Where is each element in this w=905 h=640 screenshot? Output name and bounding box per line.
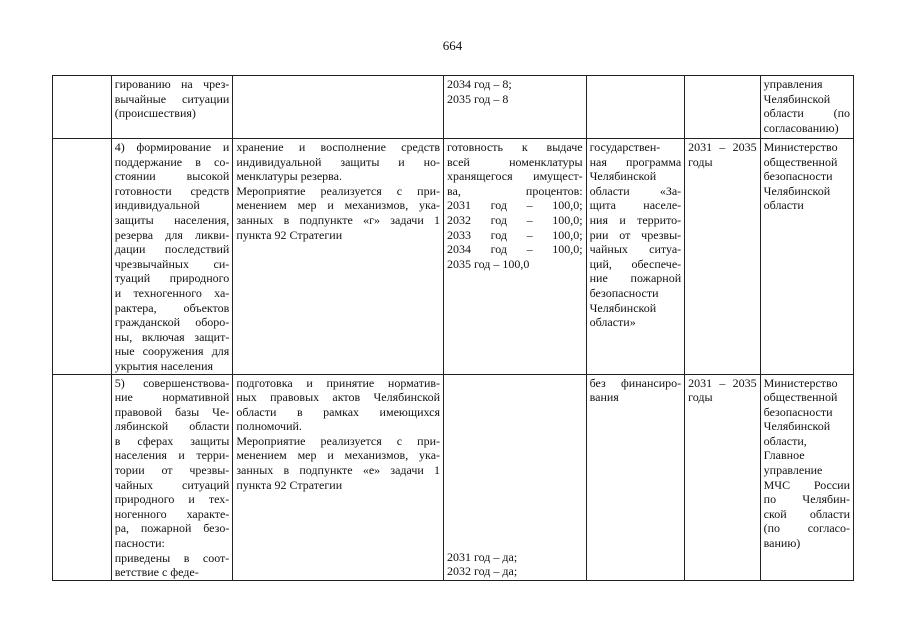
- text-line: гражданской оборо-: [114, 315, 230, 330]
- text-line: рактера, объектов: [114, 300, 230, 315]
- text-line: менклатуры резерва.: [236, 169, 343, 184]
- text-line: защиты населения,: [114, 212, 230, 227]
- text-line: вычайные ситуации: [114, 91, 230, 106]
- text-line: ций, обеспече-: [589, 256, 682, 271]
- text-line: Министерство: [763, 140, 838, 154]
- term-cell: [685, 76, 760, 139]
- text-line: без финансиро-: [589, 375, 682, 390]
- text-line: менением мер и механизмов, ука-: [236, 198, 441, 213]
- text-line: всей номенклатуры: [447, 154, 583, 169]
- text-line: управления: [763, 77, 823, 91]
- text-line: пункта 92 Стратегии: [236, 227, 343, 242]
- text-line: Челябинской: [763, 419, 831, 434]
- text-line: и техногенного ха-: [114, 285, 230, 300]
- text-line: 2031 – 2035: [688, 375, 757, 390]
- text-line: резерва для ликви-: [114, 227, 230, 242]
- text-line: приведены в соот-: [114, 550, 230, 565]
- text-line: области (по: [763, 106, 850, 121]
- text-line: вания: [589, 390, 619, 405]
- measure-paragraph: [236, 434, 440, 492]
- text-line: государствен-: [589, 140, 661, 154]
- responsible-cell: [760, 374, 853, 580]
- measure-cell: [233, 374, 444, 580]
- responsible-cell: [760, 76, 853, 139]
- text-line: лябинской области: [114, 419, 230, 434]
- term-cell: [685, 374, 760, 580]
- text-line: Министерство: [763, 375, 838, 390]
- text-line: годы: [688, 154, 713, 169]
- text-line: ны, включая защит-: [114, 329, 230, 344]
- text-line: индивидуальной: [114, 198, 200, 213]
- text-line: полномочий.: [236, 419, 302, 434]
- text-line: 2035 год – 8: [447, 91, 509, 106]
- row-number-cell: [53, 139, 112, 375]
- text-line: подготовка и принятие норматив-: [236, 375, 441, 390]
- text-line: ногенного характе-: [114, 506, 230, 521]
- text-line: общественной: [763, 154, 838, 169]
- text-line: чайных ситуа-: [589, 242, 682, 257]
- task-cell: [111, 76, 233, 139]
- text-line: гированию на чрез-: [114, 77, 230, 91]
- measure-cell: [233, 139, 444, 375]
- text-line: Челябинской: [763, 91, 831, 106]
- text-line: области «За-: [589, 183, 682, 198]
- text-line: поддержание в со-: [114, 154, 230, 169]
- text-line: ные сооружения для: [114, 344, 230, 359]
- text-line: щита населе-: [589, 198, 682, 213]
- text-line: (происшествия): [114, 106, 196, 121]
- plan-table: [52, 75, 854, 581]
- text-line: 2032 год – 100,0;: [447, 212, 583, 227]
- text-line: туаций природного: [114, 271, 230, 286]
- text-line: занных в подпункте «г» задачи 1: [236, 212, 441, 227]
- text-line: области»: [589, 315, 636, 330]
- measure-paragraph: [236, 376, 440, 434]
- funding-source-cell: [586, 76, 685, 139]
- text-line: годы: [688, 390, 713, 405]
- text-line: пасности:: [114, 536, 165, 551]
- text-line: области: [763, 198, 804, 213]
- text-line: Главное: [763, 448, 805, 463]
- table-row: [53, 374, 854, 580]
- text-line: ния и террито-: [589, 212, 682, 227]
- text-line: ской области: [763, 506, 850, 521]
- text-line: области в рамках имеющихся: [236, 404, 441, 419]
- text-line: пункта 92 Стратегии: [236, 477, 343, 492]
- text-line: ра, пожарной безо-: [114, 521, 230, 536]
- text-line: по Челябин-: [763, 492, 850, 507]
- text-line: готовности средств: [114, 183, 230, 198]
- text-line: 2031 год – 100,0;: [447, 198, 583, 213]
- text-line: 2034 год – 8;: [447, 77, 512, 91]
- text-line: 2032 год – да;: [447, 564, 518, 579]
- task-cell: [111, 139, 233, 375]
- task-cell: [111, 374, 233, 580]
- text-line: ние пожарной: [589, 271, 682, 286]
- text-line: хранящегося имущест-: [447, 169, 583, 184]
- text-line: 4) формирование и: [114, 140, 230, 154]
- text-line: (по согласо-: [763, 521, 850, 536]
- text-line: правовой базы Че-: [114, 404, 230, 419]
- measure-paragraph: [236, 140, 440, 184]
- text-line: 2035 год – 100,0: [447, 256, 530, 271]
- term-cell: [685, 139, 760, 375]
- indicator-cell: [444, 374, 587, 580]
- table-row: [53, 139, 854, 375]
- text-line: 2031 – 2035: [688, 140, 757, 154]
- text-line: ва, процентов:: [447, 183, 583, 198]
- text-line: в сферах защиты: [114, 433, 230, 448]
- text-line: ная программа: [589, 154, 682, 169]
- text-line: Челябинской: [589, 169, 657, 184]
- text-line: области,: [763, 433, 807, 448]
- indicator-cell: [444, 139, 587, 375]
- row-number-cell: [53, 374, 112, 580]
- text-line: тории от чрезвы-: [114, 463, 230, 478]
- text-line: 2034 год – 100,0;: [447, 242, 583, 257]
- text-line: Мероприятие реализуется с при-: [236, 183, 441, 198]
- text-line: Мероприятие реализуется с при-: [236, 433, 441, 448]
- text-line: ветствие с феде-: [114, 565, 199, 580]
- table-row: [53, 76, 854, 139]
- measure-cell: [233, 76, 444, 139]
- text-line: общественной: [763, 390, 838, 405]
- text-line: безопасности: [589, 285, 659, 300]
- text-line: ние нормативной: [114, 390, 230, 405]
- text-line: 5) совершенствова-: [114, 375, 230, 390]
- text-line: ных правовых актов Челябинской: [236, 390, 441, 405]
- text-line: населения и терри-: [114, 448, 230, 463]
- text-line: чайных ситуаций: [114, 477, 230, 492]
- funding-source-cell: [586, 374, 685, 580]
- text-line: занных в подпункте «е» задачи 1: [236, 463, 441, 478]
- text-line: природного и тех-: [114, 492, 230, 507]
- measure-paragraph: [236, 184, 440, 242]
- text-line: Челябинской: [589, 300, 657, 315]
- text-line: безопасности: [763, 404, 833, 419]
- text-line: дации последствий: [114, 242, 230, 257]
- funding-source-cell: [586, 139, 685, 375]
- text-line: согласованию): [763, 120, 839, 135]
- text-line: рии от чрезвы-: [589, 227, 682, 242]
- row-number-cell: [53, 76, 112, 139]
- text-line: Челябинской: [763, 183, 831, 198]
- text-line: чрезвычайных си-: [114, 256, 230, 271]
- text-line: ванию): [763, 536, 801, 551]
- text-line: МЧС России: [763, 477, 850, 492]
- text-line: стоянии высокой: [114, 169, 230, 184]
- text-line: 2033 год – 100,0;: [447, 227, 583, 242]
- text-line: менением мер и механизмов, ука-: [236, 448, 441, 463]
- text-line: укрытия населения: [114, 358, 214, 373]
- text-line: готовность к выдаче: [447, 140, 583, 154]
- text-line: индивидуальной защиты и но-: [236, 154, 441, 169]
- text-line: управление: [763, 463, 823, 478]
- indicator-cell: [444, 76, 587, 139]
- indicator-values: [447, 550, 583, 579]
- text-line: 2031 год – да;: [447, 549, 518, 564]
- text-line: безопасности: [763, 169, 833, 184]
- page-number: 664: [442, 38, 463, 53]
- responsible-cell: [760, 139, 853, 375]
- text-line: хранение и восполнение средств: [236, 140, 441, 154]
